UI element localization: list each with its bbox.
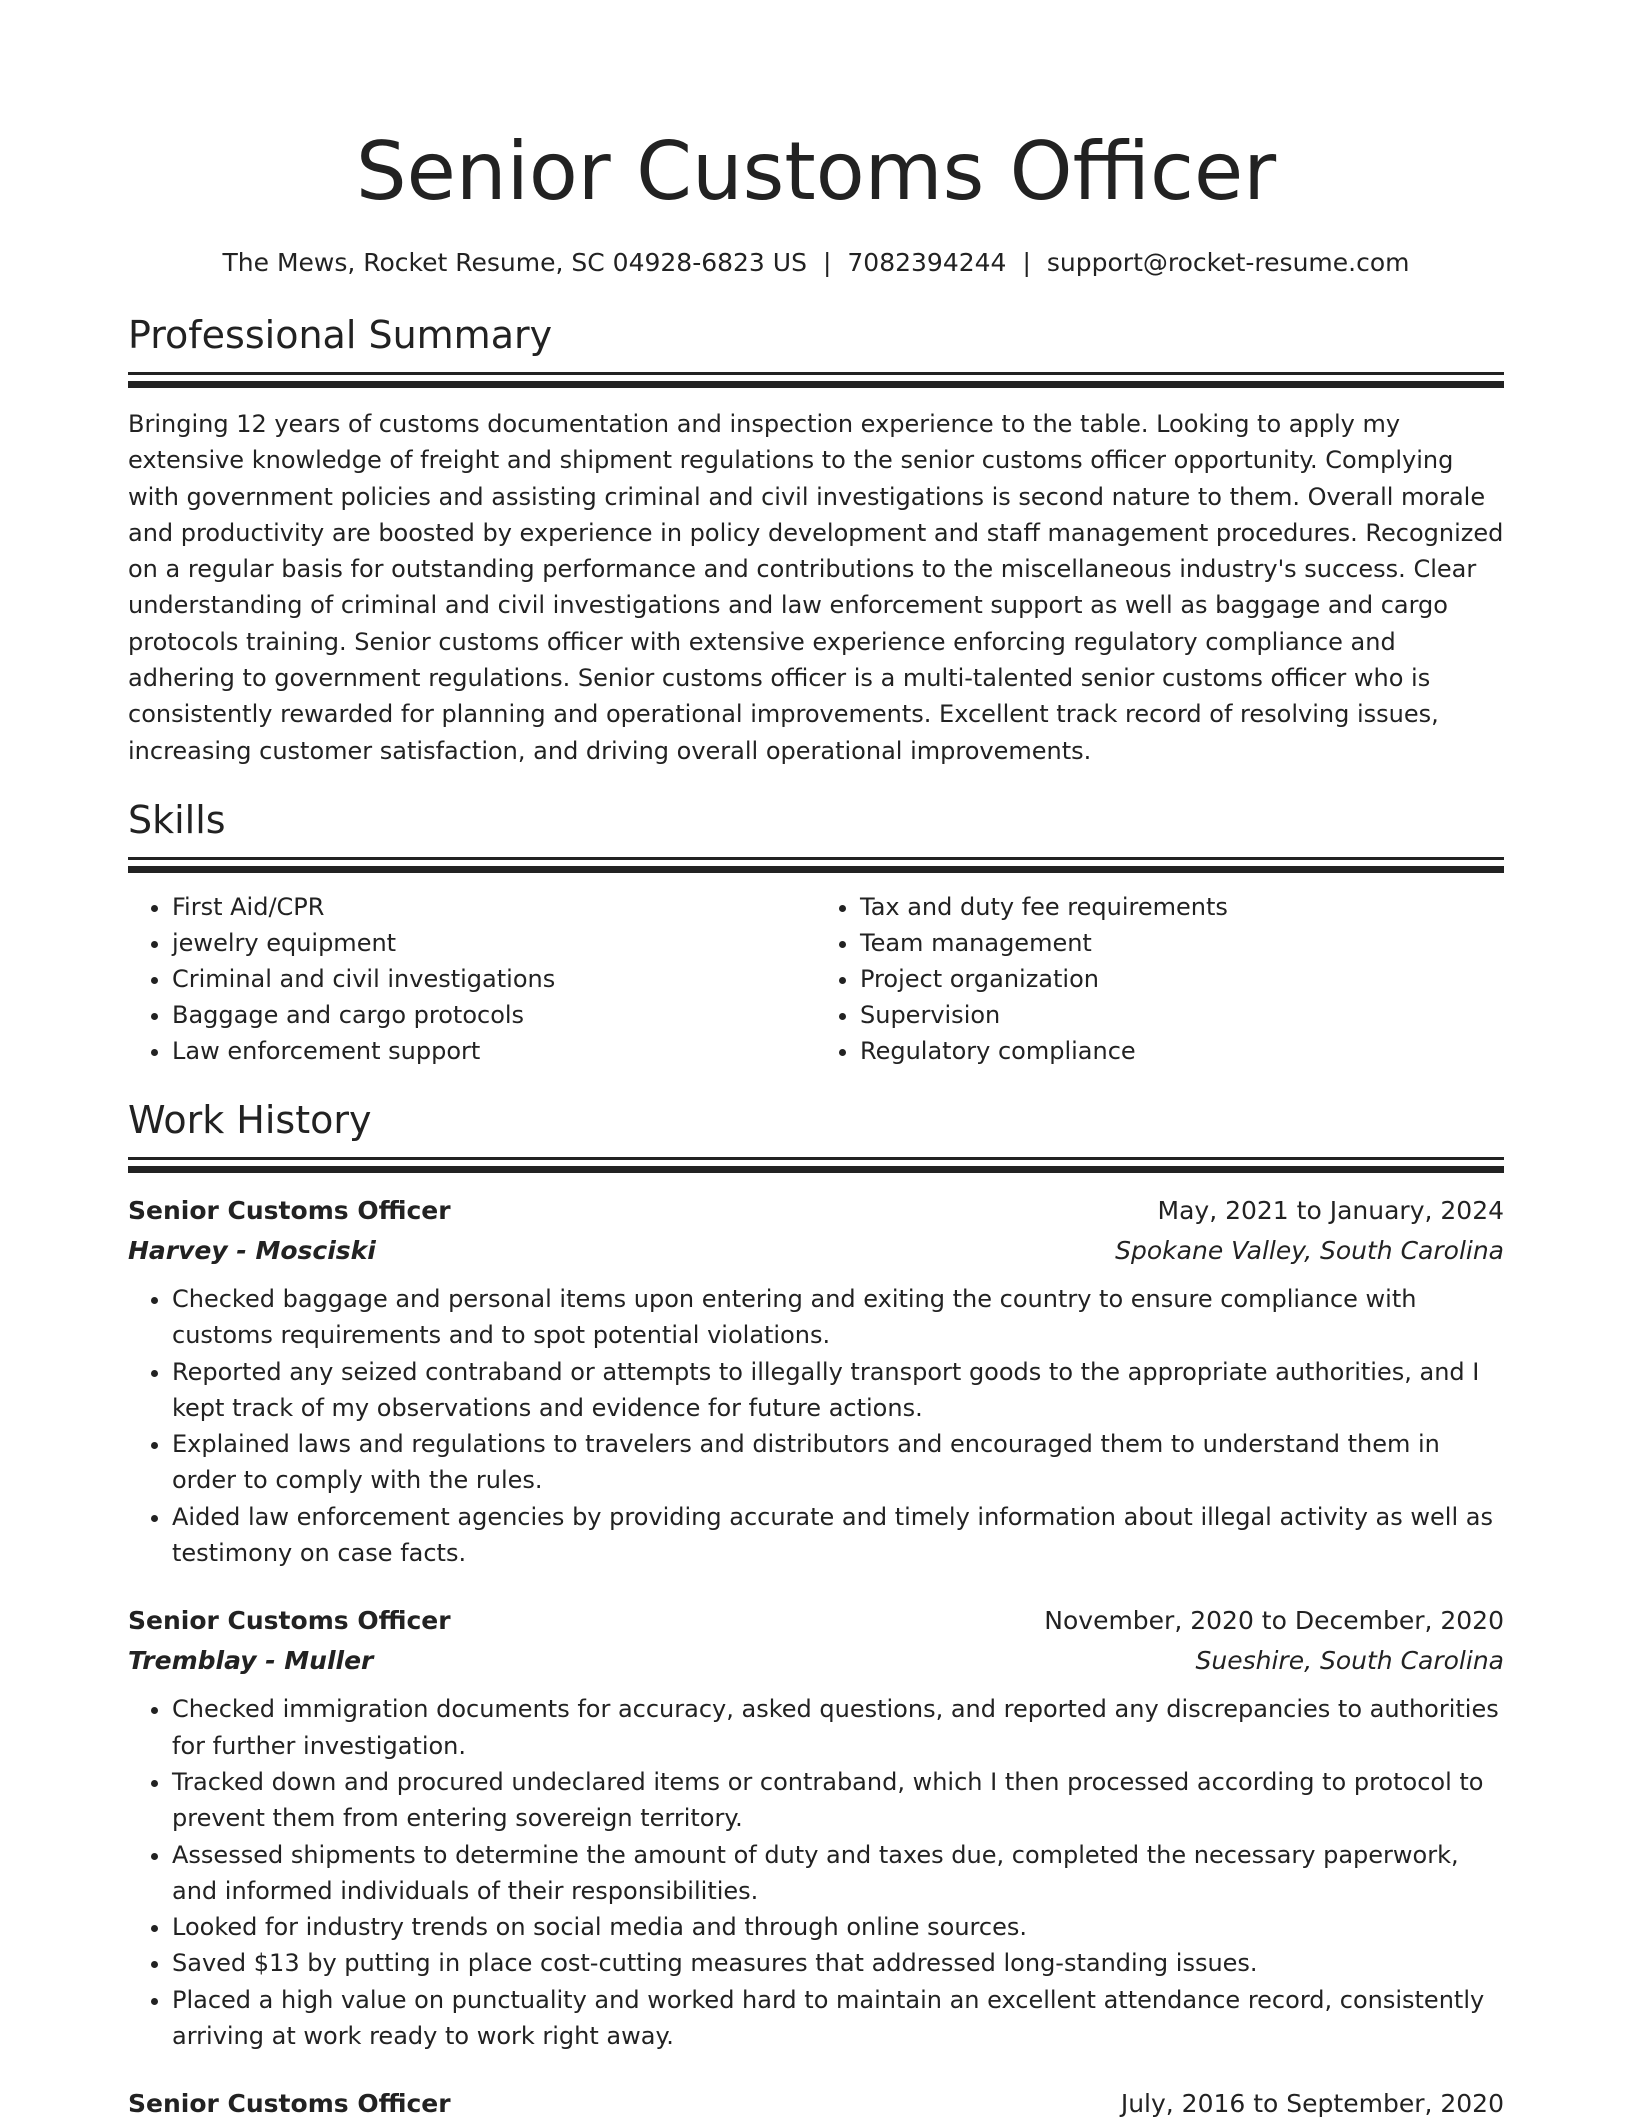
- skills-list-left: [128, 889, 816, 1069]
- skills-columns: [128, 889, 1504, 1069]
- job-title: Senior Customs Officer: [128, 1606, 451, 1636]
- section-rule-thick: [128, 1166, 1504, 1173]
- job-bullet: • Reported any seized contraband or attempts to illegally transport goods to the appropriate authorities, and I kept track of my observations and evidence for future actions.: [172, 1354, 1504, 1427]
- job-entry: [128, 2084, 1504, 2124]
- job-entry: [128, 1191, 1504, 1571]
- job-bullet: • Assessed shipments to determine the amount of duty and taxes due, completed the necessary paperwork, and informed individuals of their responsibilities.: [172, 1837, 1504, 1910]
- job-location: Spokane Valley, South Carolina: [1115, 1235, 1504, 1265]
- job-dates: November, 2020 to December, 2020: [1044, 1606, 1504, 1636]
- job-dates: May, 2021 to January, 2024: [1157, 1195, 1504, 1225]
- job-company: Tremblay - Muller: [128, 1646, 374, 1676]
- job-entry: [128, 1601, 1504, 2054]
- section-rule-thick: [128, 381, 1504, 388]
- skill-item: • Baggage and cargo protocols: [172, 997, 816, 1033]
- section-rule: [128, 1157, 1504, 1160]
- contact-phone: 7082394244: [847, 248, 1007, 277]
- skill-item: • Project organization: [860, 961, 1504, 997]
- skills-section: [128, 797, 1504, 1069]
- summary-section: [128, 312, 1504, 769]
- job-bullet: • Tracked down and procured undeclared items or contraband, which I then processed according to protocol to prevent them from entering sovereign territory.: [172, 1764, 1504, 1837]
- job-header: [128, 2084, 1504, 2124]
- job-header: [128, 1601, 1504, 1641]
- contact-email: support@rocket-resume.com: [1046, 248, 1410, 277]
- contact-address: The Mews, Rocket Resume, SC 04928-6823 US: [222, 248, 807, 277]
- contact-line: [128, 246, 1504, 280]
- job-bullets: [128, 1691, 1504, 2054]
- work-section: [128, 1097, 1504, 2124]
- resume-name: Senior Customs Officer: [355, 125, 1277, 218]
- section-title-skills: Skills: [128, 797, 226, 842]
- skill-item: • Team management: [860, 925, 1504, 961]
- section-rule-thick: [128, 866, 1504, 873]
- skill-item: • Tax and duty fee requirements: [860, 889, 1504, 925]
- section-title-work: Work History: [128, 1097, 372, 1142]
- job-bullet: • Explained laws and regulations to travelers and distributors and encouraged them to understand them in order to comply with the rules.: [172, 1426, 1504, 1499]
- skill-item: • jewelry equipment: [172, 925, 816, 961]
- job-bullet: • Placed a high value on punctuality and worked hard to maintain an excellent attendance record, consistently arriving at work ready to work right away.: [172, 1982, 1504, 2055]
- job-bullet: • Saved $13 by putting in place cost-cutting measures that addressed long-standing issues.: [172, 1945, 1504, 1981]
- skills-list-right: [816, 889, 1504, 1069]
- job-title: Senior Customs Officer: [128, 2089, 451, 2119]
- job-subheader: [128, 1231, 1504, 1271]
- job-bullet: • Aided law enforcement agencies by providing accurate and timely information about illegal activity as well as testimony on case facts.: [172, 1499, 1504, 1572]
- skill-item: • Supervision: [860, 997, 1504, 1033]
- skill-item: • First Aid/CPR: [172, 889, 816, 925]
- job-company: Harvey - Mosciski: [128, 1235, 376, 1265]
- job-subheader: [128, 1641, 1504, 1681]
- contact-separator: |: [1022, 248, 1031, 277]
- resume-page: [128, 0, 1504, 2124]
- job-bullet: • Checked immigration documents for accuracy, asked questions, and reported any discrepancies to authorities for further investigation.: [172, 1691, 1504, 1764]
- job-bullet: • Looked for industry trends on social media and through online sources.: [172, 1909, 1504, 1945]
- summary-text: Bringing 12 years of customs documentation and inspection experience to the table. Looking to apply my extensive knowledge of freight and shipment regulations to the senior customs officer opportunity. Complying with government policies and assisting criminal and civil investigations is second nature to them. Overall morale and productivity are boosted by experience in policy development and staff management procedures. Recognized on a regular basis for outstanding performance and contributions to the miscellaneous industry's success. Clear understanding of criminal and civil investigations and law enforcement support as well as baggage and cargo protocols training. Senior customs officer with extensive experience enforcing regulatory compliance and adhering to government regulations. Senior customs officer is a multi-talented senior customs officer who is consistently rewarded for planning and operational improvements. Excellent track record of resolving issues, increasing customer satisfaction, and driving overall operational improvements.: [128, 410, 1504, 765]
- section-rule: [128, 372, 1504, 375]
- skill-item: • Criminal and civil investigations: [172, 961, 816, 997]
- section-title-summary: Professional Summary: [128, 313, 553, 357]
- skill-item: • Regulatory compliance: [860, 1033, 1504, 1069]
- job-header: [128, 1191, 1504, 1231]
- job-location: Sueshire, South Carolina: [1195, 1646, 1504, 1676]
- job-dates: July, 2016 to September, 2020: [1120, 2089, 1504, 2119]
- section-rule: [128, 857, 1504, 860]
- job-title: Senior Customs Officer: [128, 1195, 451, 1225]
- job-bullet: • Checked baggage and personal items upon entering and exiting the country to ensure compliance with customs requirements and to spot potential violations.: [172, 1281, 1504, 1354]
- skill-item: • Law enforcement support: [172, 1033, 816, 1069]
- contact-separator: |: [822, 248, 832, 277]
- job-bullets: [128, 1281, 1504, 1571]
